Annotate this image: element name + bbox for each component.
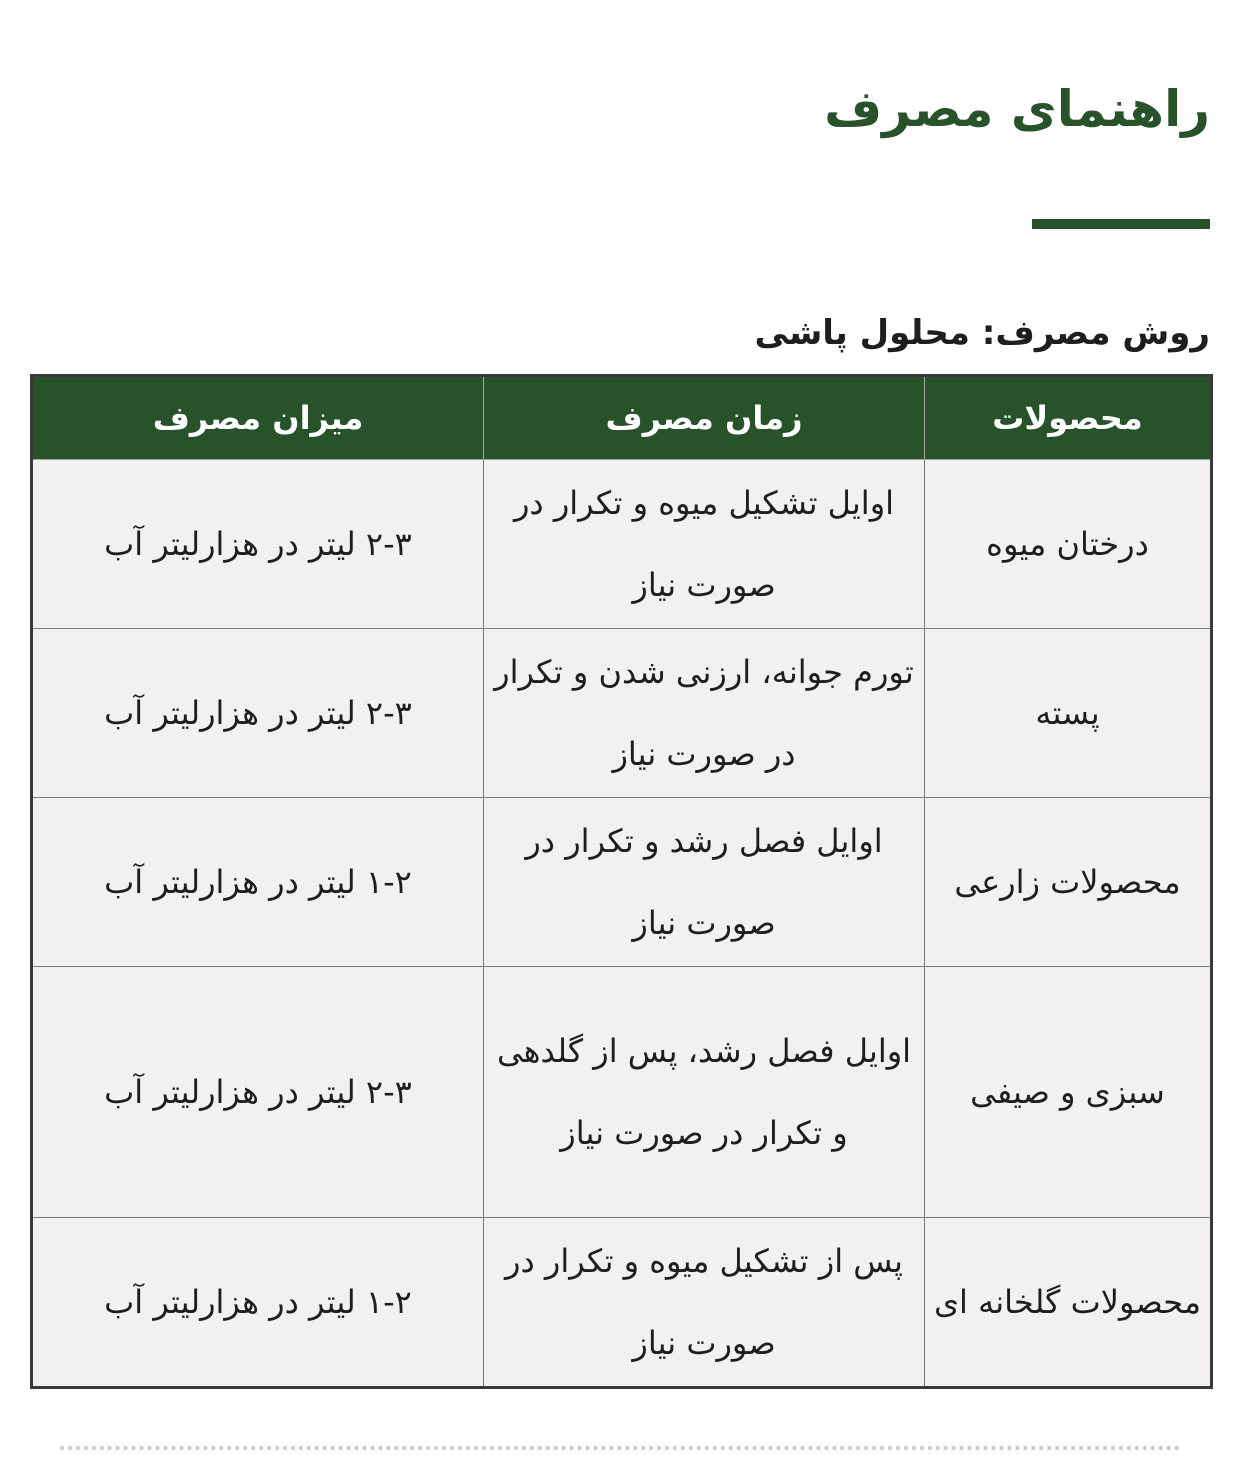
usage-table [30,374,1213,1389]
table-row [32,798,1212,967]
dosage-cell: ۲-۳ لیتر در هزارلیتر آب [32,967,484,1218]
table-header-row [32,376,1212,460]
usage-time-cell: اوایل تشکیل میوه و تکرار در صورت نیاز [484,460,925,629]
product-cell: پسته [925,629,1212,798]
dosage-cell: ۱-۲ لیتر در هزارلیتر آب [32,1218,484,1388]
usage-time-cell: اوایل فصل رشد، پس از گلدهی و تکرار در صورت نیاز [484,967,925,1218]
product-cell: محصولات زارعی [925,798,1212,967]
header-products: محصولات [925,376,1212,460]
usage-method: روش مصرف: محلول پاشی [754,313,1210,353]
product-cell: محصولات گلخانه ای [925,1218,1212,1388]
page-title: راهنمای مصرف [824,80,1210,138]
title-underline [1032,219,1210,229]
usage-time-cell: پس از تشکیل میوه و تکرار در صورت نیاز [484,1218,925,1388]
header-dosage: میزان مصرف [32,376,484,460]
dotted-divider [60,1446,1180,1450]
table-row [32,460,1212,629]
usage-time-cell: تورم جوانه، ارزنی شدن و تکرار در صورت نیاز [484,629,925,798]
dosage-cell: ۱-۲ لیتر در هزارلیتر آب [32,798,484,967]
usage-time-cell: اوایل فصل رشد و تکرار در صورت نیاز [484,798,925,967]
dosage-cell: ۲-۳ لیتر در هزارلیتر آب [32,460,484,629]
dosage-cell: ۲-۳ لیتر در هزارلیتر آب [32,629,484,798]
header-usage-time: زمان مصرف [484,376,925,460]
product-cell: درختان میوه [925,460,1212,629]
product-cell: سبزی و صیفی [925,967,1212,1218]
table-row [32,967,1212,1218]
table-row [32,1218,1212,1388]
table-row [32,629,1212,798]
